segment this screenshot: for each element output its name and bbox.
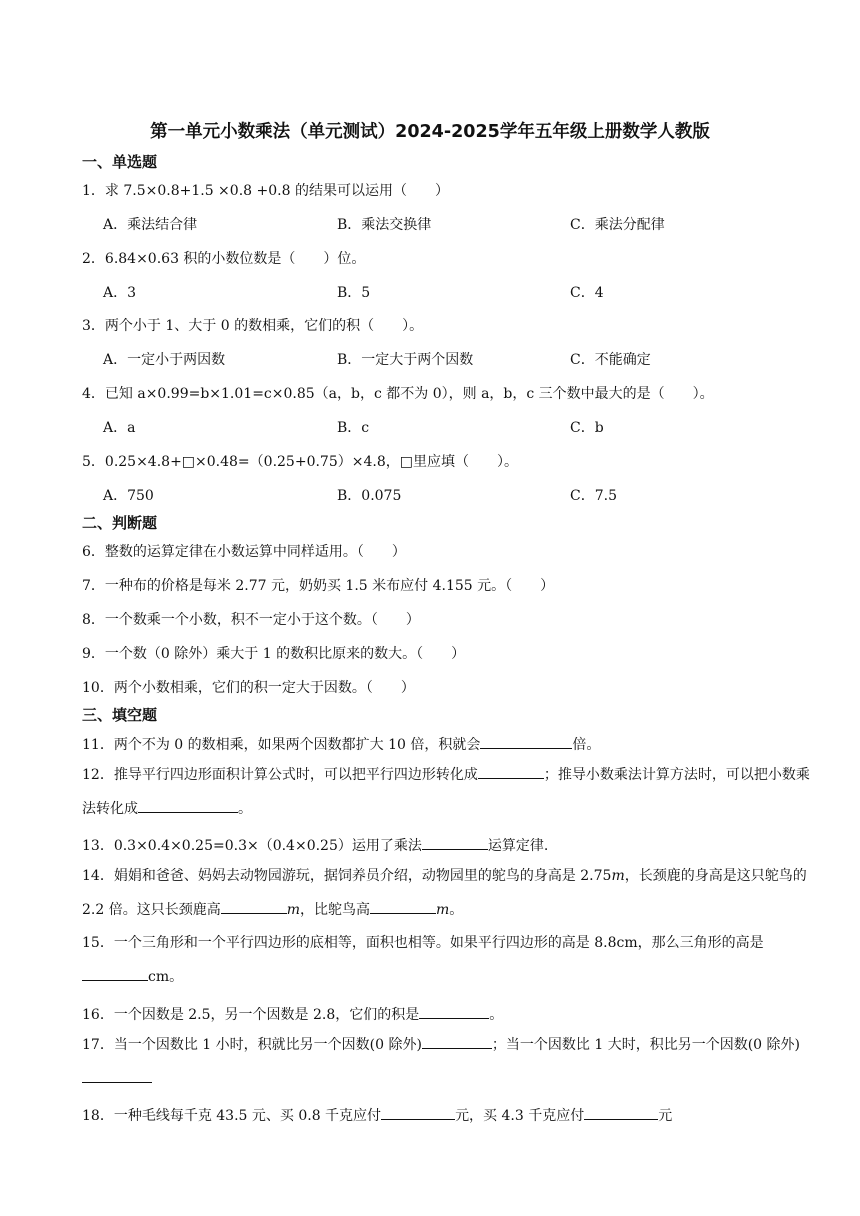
section-heading-single-choice: 一、单选题 <box>82 153 158 171</box>
q5-option-c: C．7.5 <box>570 488 617 504</box>
q14-text-end: 。 <box>449 902 464 918</box>
question-8: 8．一个数乘一个小数，积不一定小于这个数。（ ） <box>82 612 420 628</box>
answer-blank <box>82 1067 152 1083</box>
q18-text-end: 元 <box>658 1108 673 1124</box>
question-4: 4．已知 a×0.99=b×1.01=c×0.85（a，b，c 都不为 0），则 a，b，c 三个数中最大的是（ ）。 <box>82 386 714 402</box>
q18-text: 18．一种毛线每千克 43.5 元、买 0.8 千克应付 <box>82 1108 382 1124</box>
question-9: 9．一个数（0 除外）乘大于 1 的数积比原来的数大。（ ） <box>82 646 466 662</box>
q13-text: 13．0.3×0.4×0.25=0.3×（0.4×0.25）运用了乘法 <box>82 838 422 854</box>
q15-text: 15．一个三角形和一个平行四边形的底相等，面积也相等。如果平行四边形的高是 8.8cm，那么三角形的高是 <box>82 935 764 951</box>
q5-option-a: A．750 <box>103 488 154 504</box>
q1-option-b: B．乘法交换律 <box>337 217 432 233</box>
answer-blank <box>221 898 287 914</box>
q11-text-end: 倍。 <box>572 737 601 753</box>
question-6: 6．整数的运算定律在小数运算中同样适用。（ ） <box>82 544 406 560</box>
q4-option-c: C．b <box>570 420 604 436</box>
question-18 <box>82 1104 672 1125</box>
q14-text-2: ，长颈鹿的身高是这只鸵鸟的 2.2 倍。这只长颈鹿高 <box>82 868 807 918</box>
question-13 <box>82 834 548 855</box>
question-12 <box>82 758 810 826</box>
q17-text-2: ；当一个因数比 1 大时，积比另一个因数(0 除外) <box>491 1037 800 1053</box>
question-17 <box>82 1028 810 1096</box>
question-10: 10．两个小数相乘，它们的积一定大于因数。（ ） <box>82 680 415 696</box>
q17-text: 17．当一个因数比 1 小时，积就比另一个因数(0 除外) <box>82 1037 422 1053</box>
question-1: 1．求 7.5×0.8+1.5 ×0.8 +0.8 的结果可以运用（ ） <box>82 183 449 199</box>
question-14 <box>82 859 810 927</box>
section-heading-true-false: 二、判断题 <box>82 514 158 532</box>
question-2: 2．6.84×0.63 积的小数位数是（ ）位。 <box>82 251 366 267</box>
q2-option-b: B．5 <box>337 285 371 301</box>
answer-blank <box>82 965 148 981</box>
answer-blank <box>480 733 572 749</box>
q4-option-b: B．c <box>337 420 370 436</box>
q2-option-c: C．4 <box>570 285 604 301</box>
q16-text-end: 。 <box>489 1007 504 1023</box>
q14-unit: m <box>436 902 450 918</box>
q15-text-end: cm。 <box>148 969 184 985</box>
answer-blank <box>422 834 488 850</box>
question-3: 3．两个小于 1、大于 0 的数相乘，它们的积（ ）。 <box>82 318 424 334</box>
q5-option-b: B．0.075 <box>337 488 402 504</box>
q3-option-a: A．一定小于两因数 <box>103 352 226 368</box>
question-7: 7．一种布的价格是每米 2.77 元，奶奶买 1.5 米布应付 4.155 元。（ ） <box>82 578 555 594</box>
q13-text-end: 运算定律. <box>487 838 549 854</box>
q14-unit: m <box>611 868 625 884</box>
q18-text-2: 元，买 4.3 千克应付 <box>455 1108 585 1124</box>
q1-option-a: A．乘法结合律 <box>103 217 198 233</box>
answer-blank <box>422 1033 492 1049</box>
answer-blank <box>370 898 436 914</box>
answer-blank <box>478 763 544 779</box>
question-11 <box>82 733 600 754</box>
q12-text-end: 。 <box>238 801 252 817</box>
section-heading-fill-blank: 三、填空题 <box>82 706 158 724</box>
question-5: 5．0.25×4.8+□×0.48=（0.25+0.75）×4.8，□里应填（ ）。 <box>82 454 518 470</box>
q14-text-3: ，比鸵鸟高 <box>300 902 370 918</box>
q4-option-a: A．a <box>103 420 136 436</box>
answer-blank <box>381 1104 455 1120</box>
q1-option-c: C．乘法分配律 <box>570 217 665 233</box>
q12-text-mid: ；推导小数乘法计算方法时，可以把小数乘法转化成 <box>82 767 810 817</box>
q2-option-a: A．3 <box>103 285 137 301</box>
q14-unit: m <box>286 902 300 918</box>
question-16 <box>82 1003 503 1024</box>
answer-blank <box>138 797 238 813</box>
q16-text: 16．一个因数是 2.5，另一个因数是 2.8，它们的积是 <box>82 1007 420 1023</box>
answer-blank <box>584 1104 658 1120</box>
q3-option-b: B．一定大于两个因数 <box>337 352 474 368</box>
q14-text: 14．娟娟和爸爸、妈妈去动物园游玩，据饲养员介绍，动物园里的鸵鸟的身高是 2.75 <box>82 868 612 884</box>
page-title: 第一单元小数乘法（单元测试）2024-2025学年五年级上册数学人教版 <box>150 122 710 142</box>
question-15 <box>82 926 810 994</box>
q12-text: 12．推导平行四边形面积计算公式时，可以把平行四边形转化成 <box>82 767 478 783</box>
q11-text: 11．两个不为 0 的数相乘，如果两个因数都扩大 10 倍，积就会 <box>82 737 481 753</box>
q3-option-c: C．不能确定 <box>570 352 651 368</box>
answer-blank <box>419 1003 489 1019</box>
